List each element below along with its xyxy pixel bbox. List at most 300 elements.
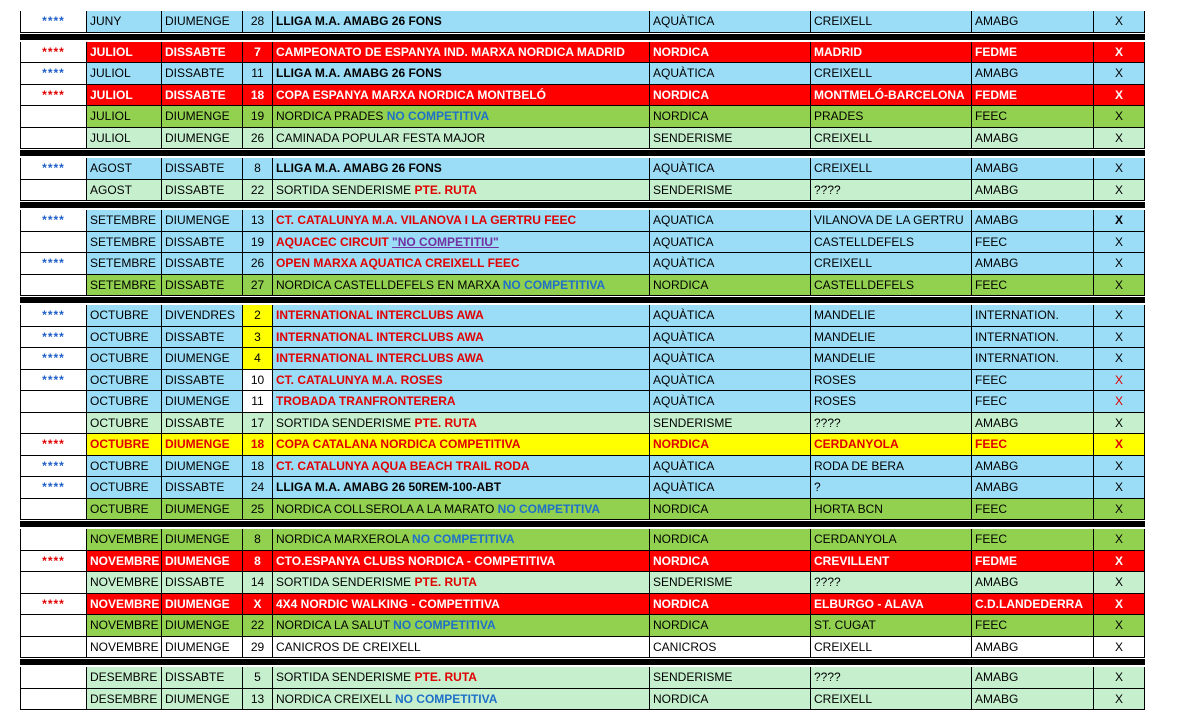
priority-stars: **** [42,14,65,28]
priority-stars: **** [42,351,65,365]
organizer-cell: C.D.LANDEDERRA [972,594,1094,616]
priority-stars: **** [42,480,65,494]
event-title-cell [273,128,650,150]
month-cell: NOVEMBRE [87,637,162,659]
event-title-cell [273,689,650,711]
location-cell: RODA DE BERA [811,456,972,478]
weekday-cell: DIUMENGE [162,637,243,659]
location-cell: ROSES [811,370,972,392]
event-title: COPA CATALANA NORDICA COMPETITIVA [276,437,521,451]
event-title: INTERNATIONAL INTERCLUBS AWA [276,351,484,365]
location-cell: HORTA BCN [811,499,972,521]
event-title-cell [273,42,650,64]
day-number-cell: 18 [243,434,273,456]
mark-cell: X [1094,158,1145,180]
weekday-cell: DISSABTE [162,275,243,297]
table-row[interactable] [20,128,1145,150]
organizer-cell: AMABG [972,253,1094,275]
table-row[interactable] [20,253,1145,275]
day-number-cell: X [243,594,273,616]
organizer-cell: AMABG [972,180,1094,202]
priority-stars-cell [20,348,87,370]
organizer-cell: FEEC [972,529,1094,551]
discipline-cell: NORDICA [650,499,811,521]
mark-cell: X [1094,391,1145,413]
event-title: SORTIDA SENDERISME [276,415,412,430]
mark-cell: X [1094,180,1145,202]
weekday-cell: DIUMENGE [162,391,243,413]
organizer-cell: AMABG [972,689,1094,711]
location-cell: CASTELLDEFELS [811,232,972,254]
location-cell: ???? [811,572,972,594]
event-title: INTERNATIONAL INTERCLUBS AWA [276,308,484,322]
section-separator [20,149,1145,158]
month-cell: SETEMBRE [87,232,162,254]
discipline-cell: AQUÀTICA [650,253,811,275]
event-title: NORDICA MARXEROLA [276,532,409,546]
event-title-cell [273,615,650,637]
mark-cell: X [1094,210,1145,232]
month-cell: NOVEMBRE [87,551,162,573]
discipline-cell: NORDICA [650,689,811,711]
section-separator [20,33,1145,42]
table-row[interactable] [20,413,1145,435]
event-title: NORDICA CASTELLDEFELS EN MARXA [276,277,500,292]
month-cell: AGOST [87,180,162,202]
month-cell: JULIOL [87,42,162,64]
weekday-cell: DISSABTE [162,327,243,349]
table-row[interactable] [20,434,1145,456]
table-row[interactable] [20,327,1145,349]
separator-bar [20,297,1145,303]
organizer-cell: FEEC [972,370,1094,392]
day-number-cell: 18 [243,85,273,107]
day-number-cell: 19 [243,106,273,128]
mark-cell: X [1094,305,1145,327]
event-title-suffix: PTE. RUTA [414,415,477,430]
mark-cell: X [1094,637,1145,659]
month-cell: OCTUBRE [87,434,162,456]
location-cell: ???? [811,180,972,202]
location-cell: PRADES [811,106,972,128]
weekday-cell: DIUMENGE [162,594,243,616]
priority-stars: **** [42,87,65,102]
event-title: NORDICA LA SALUT [276,618,390,632]
priority-stars: **** [42,596,65,611]
discipline-cell: SENDERISME [650,413,811,435]
priority-stars-cell [20,477,87,499]
location-cell: CREIXELL [811,158,972,180]
event-title: CAMINADA POPULAR FESTA MAJOR [276,130,486,145]
event-title-cell [273,348,650,370]
table-row[interactable] [20,180,1145,202]
event-title-cell [273,391,650,413]
organizer-cell: FEEC [972,615,1094,637]
weekday-cell: DIUMENGE [162,348,243,370]
priority-stars: **** [42,161,65,175]
priority-stars-cell [20,106,87,128]
mark-cell: X [1094,275,1145,297]
weekday-cell: DISSABTE [162,85,243,107]
priority-stars-cell [20,456,87,478]
day-number-cell: 25 [243,499,273,521]
priority-stars-cell [20,210,87,232]
priority-stars-cell [20,637,87,659]
day-number-cell: 2 [243,305,273,327]
event-title: OPEN MARXA AQUATICA CREIXELL FEEC [276,256,520,270]
weekday-cell: DISSABTE [162,158,243,180]
section-separator [20,296,1145,305]
organizer-cell: FEEC [972,106,1094,128]
event-title: SORTIDA SENDERISME [276,182,412,197]
table-row[interactable] [20,305,1145,327]
discipline-cell: NORDICA [650,85,811,107]
table-row[interactable] [20,370,1145,392]
location-cell: CERDANYOLA [811,434,972,456]
table-row[interactable] [20,85,1145,107]
event-title-cell [273,477,650,499]
table-row[interactable] [20,499,1145,521]
event-title: NORDICA COLLSEROLA A LA MARATO [276,501,495,516]
organizer-cell: AMABG [972,11,1094,33]
table-row[interactable] [20,391,1145,413]
location-cell: CREIXELL [811,637,972,659]
priority-stars-cell [20,305,87,327]
discipline-cell: AQUÀTICA [650,477,811,499]
event-title: SORTIDA SENDERISME [276,575,412,589]
day-number-cell: 28 [243,11,273,33]
month-cell: OCTUBRE [87,456,162,478]
event-title-cell [273,499,650,521]
day-number-cell: 26 [243,128,273,150]
month-cell: SETEMBRE [87,275,162,297]
weekday-cell: DIUMENGE [162,615,243,637]
table-row[interactable] [20,572,1145,594]
event-title: INTERNATIONAL INTERCLUBS AWA [276,329,484,344]
priority-stars: **** [42,44,65,59]
weekday-cell: DIUMENGE [162,529,243,551]
weekday-cell: DISSABTE [162,180,243,202]
weekday-cell: DIUMENGE [162,499,243,521]
table-row[interactable] [20,210,1145,232]
mark-cell: X [1094,529,1145,551]
weekday-cell: DIUMENGE [162,456,243,478]
discipline-cell: NORDICA [650,434,811,456]
day-number-cell: 7 [243,42,273,64]
priority-stars-cell [20,232,87,254]
priority-stars: **** [42,372,65,387]
location-cell: CREVILLENT [811,551,972,573]
priority-stars-cell [20,327,87,349]
mark-cell: X [1094,594,1145,616]
day-number-cell: 29 [243,637,273,659]
event-title: SORTIDA SENDERISME [276,670,412,684]
event-title-cell [273,637,650,659]
table-row[interactable] [20,158,1145,180]
day-number-cell: 22 [243,615,273,637]
month-cell: JULIOL [87,85,162,107]
discipline-cell: AQUATICA [650,232,811,254]
month-cell: JULIOL [87,106,162,128]
day-number-cell: 11 [243,391,273,413]
event-title: LLIGA M.A. AMABG 26 50REM-100-ABT [276,480,502,494]
table-row[interactable] [20,667,1145,689]
event-title-cell [273,327,650,349]
mark-cell: X [1094,370,1145,392]
organizer-cell: FEEC [972,232,1094,254]
discipline-cell: NORDICA [650,529,811,551]
month-cell: SETEMBRE [87,253,162,275]
event-title-cell [273,305,650,327]
mark-cell: X [1094,689,1145,711]
table-row[interactable] [20,275,1145,297]
event-title-cell [273,85,650,107]
month-cell: OCTUBRE [87,305,162,327]
priority-stars-cell [20,85,87,107]
weekday-cell: DISSABTE [162,667,243,689]
mark-cell: X [1094,63,1145,85]
event-title-suffix: NO COMPETITIVA [386,109,490,123]
discipline-cell: SENDERISME [650,180,811,202]
location-cell: CERDANYOLA [811,529,972,551]
table-row[interactable] [20,594,1145,616]
location-cell: MANDELIE [811,348,972,370]
organizer-cell: FEDME [972,42,1094,64]
day-number-cell: 22 [243,180,273,202]
priority-stars-cell [20,434,87,456]
event-title-cell [273,434,650,456]
day-number-cell: 13 [243,210,273,232]
discipline-cell: AQUATICA [650,210,811,232]
event-title-suffix: NO COMPETITIVA [412,532,515,546]
discipline-cell: SENDERISME [650,572,811,594]
month-cell: NOVEMBRE [87,572,162,594]
weekday-cell: DISSABTE [162,477,243,499]
organizer-cell: FEEC [972,275,1094,297]
event-title-cell [273,253,650,275]
location-cell: CREIXELL [811,128,972,150]
mark-cell: X [1094,232,1145,254]
event-title-cell [273,413,650,435]
organizer-cell: AMABG [972,63,1094,85]
mark-cell: X [1094,327,1145,349]
discipline-cell: AQUÀTICA [650,305,811,327]
event-title: NORDICA CREIXELL [276,691,392,706]
weekday-cell: DIUMENGE [162,11,243,33]
event-title: CANICROS DE CREIXELL [276,639,421,654]
priority-stars: **** [42,256,65,270]
priority-stars-cell [20,689,87,711]
weekday-cell: DIUMENGE [162,551,243,573]
mark-cell: X [1094,434,1145,456]
mark-cell: X [1094,42,1145,64]
month-cell: JULIOL [87,128,162,150]
table-row[interactable] [20,63,1145,85]
weekday-cell: DISSABTE [162,63,243,85]
separator-bar [20,521,1145,527]
event-title: LLIGA M.A. AMABG 26 FONS [276,14,442,28]
discipline-cell: NORDICA [650,594,811,616]
table-row[interactable] [20,637,1145,659]
location-cell: MONTMELÓ-BARCELONA [811,85,972,107]
organizer-cell: AMABG [972,210,1094,232]
day-number-cell: 8 [243,529,273,551]
weekday-cell: DIUMENGE [162,434,243,456]
table-row[interactable] [20,615,1145,637]
discipline-cell: NORDICA [650,551,811,573]
event-title: CTO.ESPANYA CLUBS NORDICA - COMPETITIVA [276,553,556,568]
day-number-cell: 26 [243,253,273,275]
month-cell: AGOST [87,158,162,180]
priority-stars-cell [20,594,87,616]
event-title-suffix: PTE. RUTA [414,182,477,197]
mark-cell: X [1094,253,1145,275]
day-number-cell: 8 [243,551,273,573]
priority-stars-cell [20,499,87,521]
mark-cell: X [1094,456,1145,478]
mark-cell: X [1094,477,1145,499]
section-separator [20,201,1145,210]
event-title-suffix: NO COMPETITIVA [394,691,498,706]
month-cell: OCTUBRE [87,370,162,392]
mark-cell: X [1094,551,1145,573]
mark-cell: X [1094,85,1145,107]
location-cell: CASTELLDEFELS [811,275,972,297]
event-title-suffix: "NO COMPETITIU" [392,234,499,249]
priority-stars-cell [20,11,87,33]
event-title: COPA ESPANYA MARXA NORDICA MONTBELÓ [276,87,547,102]
organizer-cell: FEEC [972,391,1094,413]
discipline-cell: AQUÀTICA [650,327,811,349]
priority-stars: **** [42,66,65,80]
location-cell: MADRID [811,42,972,64]
priority-stars-cell [20,253,87,275]
month-cell: OCTUBRE [87,413,162,435]
event-title-suffix: NO COMPETITIVA [497,501,601,516]
table-row[interactable] [20,529,1145,551]
weekday-cell: DISSABTE [162,370,243,392]
mark-cell: X [1094,106,1145,128]
table-row[interactable] [20,456,1145,478]
separator-bar [20,659,1145,665]
weekday-cell: DISSABTE [162,413,243,435]
day-number-cell: 13 [243,689,273,711]
calendar-sheet [20,11,1145,710]
table-row[interactable] [20,42,1145,64]
organizer-cell: AMABG [972,413,1094,435]
day-number-cell: 3 [243,327,273,349]
day-number-cell: 8 [243,158,273,180]
organizer-cell: INTERNATION. [972,348,1094,370]
organizer-cell: AMABG [972,158,1094,180]
event-title-cell [273,210,650,232]
event-title-suffix: PTE. RUTA [414,575,477,589]
discipline-cell: AQUÀTICA [650,63,811,85]
event-title: CT. CATALUNYA M.A. VILANOVA I LA GERTRU FEEC [276,213,577,227]
month-cell: NOVEMBRE [87,594,162,616]
day-number-cell: 19 [243,232,273,254]
weekday-cell: DIUMENGE [162,689,243,711]
event-title: NORDICA PRADES [276,109,384,123]
month-cell: DESEMBRE [87,689,162,711]
discipline-cell: AQUÀTICA [650,158,811,180]
table-row[interactable] [20,477,1145,499]
weekday-cell: DIVENDRES [162,305,243,327]
mark-cell: X [1094,499,1145,521]
location-cell: CREIXELL [811,253,972,275]
table-row[interactable] [20,232,1145,254]
location-cell: ROSES [811,391,972,413]
organizer-cell: AMABG [972,667,1094,689]
event-title-cell [273,667,650,689]
day-number-cell: 11 [243,63,273,85]
month-cell: OCTUBRE [87,348,162,370]
event-title-suffix: NO COMPETITIVA [393,618,496,632]
discipline-cell: NORDICA [650,275,811,297]
separator-bar [20,34,1145,40]
priority-stars-cell [20,413,87,435]
location-cell: ???? [811,667,972,689]
event-title-cell [273,232,650,254]
event-title-cell [273,275,650,297]
mark-cell: X [1094,667,1145,689]
location-cell: ? [811,477,972,499]
month-cell: OCTUBRE [87,477,162,499]
month-cell: JULIOL [87,63,162,85]
event-title-cell [273,594,650,616]
organizer-cell: INTERNATION. [972,305,1094,327]
mark-cell: X [1094,348,1145,370]
table-row[interactable] [20,689,1145,711]
event-title-cell [273,63,650,85]
section-separator [20,520,1145,529]
mark-cell: X [1094,413,1145,435]
day-number-cell: 5 [243,667,273,689]
event-title-suffix: NO COMPETITIVA [502,277,606,292]
priority-stars: **** [42,308,65,322]
discipline-cell: AQUÀTICA [650,11,811,33]
organizer-cell: FEEC [972,434,1094,456]
priority-stars-cell [20,275,87,297]
table-row[interactable] [20,106,1145,128]
discipline-cell: NORDICA [650,615,811,637]
day-number-cell: 10 [243,370,273,392]
mark-cell: X [1094,615,1145,637]
priority-stars: **** [42,458,65,473]
organizer-cell: AMABG [972,637,1094,659]
location-cell: MANDELIE [811,305,972,327]
priority-stars: **** [42,213,65,227]
location-cell: CREIXELL [811,63,972,85]
weekday-cell: DISSABTE [162,253,243,275]
priority-stars-cell [20,391,87,413]
event-title: CT. CATALUNYA M.A. ROSES [276,372,443,387]
table-row[interactable] [20,551,1145,573]
weekday-cell: DISSABTE [162,232,243,254]
table-row[interactable] [20,11,1145,33]
organizer-cell: FEDME [972,85,1094,107]
table-row[interactable] [20,348,1145,370]
event-title-cell [273,456,650,478]
discipline-cell: AQUÀTICA [650,370,811,392]
event-title-cell [273,158,650,180]
event-title: TROBADA TRANFRONTERERA [276,394,456,408]
weekday-cell: DIUMENGE [162,210,243,232]
discipline-cell: NORDICA [650,42,811,64]
organizer-cell: AMABG [972,456,1094,478]
day-number-cell: 18 [243,456,273,478]
event-title-cell [273,106,650,128]
